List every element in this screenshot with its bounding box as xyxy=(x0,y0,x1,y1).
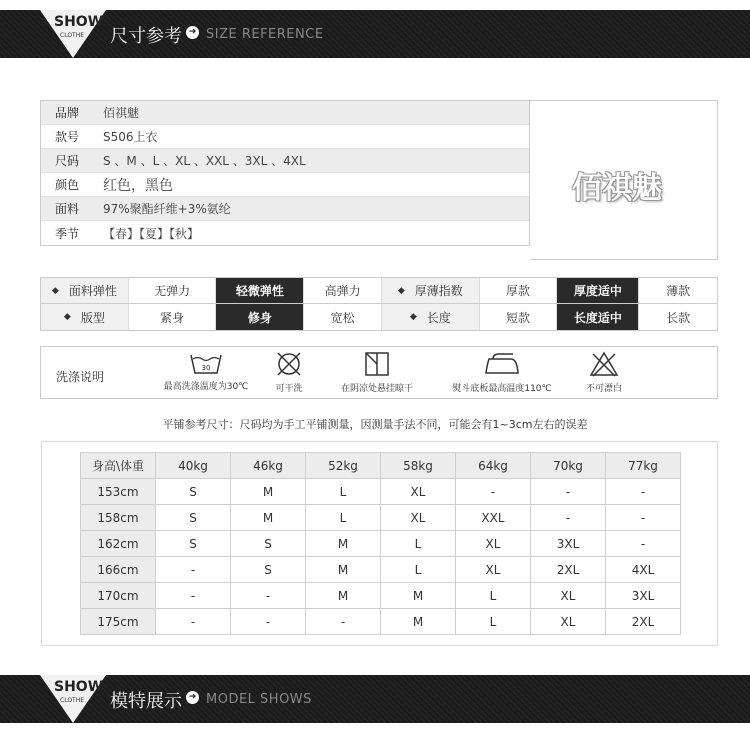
height-cell: 175cm xyxy=(81,609,156,635)
wash-item xyxy=(437,351,567,394)
banner-title-en: MODEL SHOWS xyxy=(206,692,312,707)
size-cell: L xyxy=(456,583,531,609)
size-cell: - xyxy=(606,479,681,505)
wash-item xyxy=(571,351,637,394)
attribute-option-selected: 轻微弹性 xyxy=(216,278,304,303)
info-key: 颜色 xyxy=(55,178,80,192)
attribute-row xyxy=(41,278,717,304)
size-cell: L xyxy=(381,557,456,583)
size-cell: 3XL xyxy=(606,583,681,609)
attribute-option-selected: 长度适中 xyxy=(557,304,639,330)
attribute-option: 紧身 xyxy=(129,304,217,330)
info-value: 佰祺魅 xyxy=(103,106,140,120)
attribute-label: ◆ 版型 xyxy=(41,304,129,330)
svg-text:30: 30 xyxy=(201,364,211,372)
size-cell: M xyxy=(381,609,456,635)
wash-label: 可干洗 xyxy=(275,384,303,394)
size-cell: - xyxy=(531,479,606,505)
info-row-season xyxy=(41,221,529,245)
table-row xyxy=(81,609,681,635)
info-key: 季节 xyxy=(55,226,80,241)
table-row xyxy=(81,557,681,583)
size-cell: - xyxy=(606,505,681,531)
size-cell: - xyxy=(156,557,231,583)
wash-label: 最高洗涤温度为30℃ xyxy=(163,382,249,392)
wash-tub-icon xyxy=(189,351,223,375)
attribute-row xyxy=(41,304,717,330)
header-cell: 52kg xyxy=(306,453,381,479)
info-value: 【春】【夏】【秋】 xyxy=(103,226,200,241)
hang-dry-shade-icon xyxy=(364,351,390,377)
wash-label: 不可漂白 xyxy=(585,384,622,394)
attribute-label: ◆ 厚薄指数 xyxy=(382,278,480,303)
info-key: 尺码 xyxy=(55,154,80,168)
attribute-option: 高弹力 xyxy=(304,278,382,303)
size-cell: S xyxy=(156,505,231,531)
info-value: S 、M 、L 、XL 、XXL 、3XL 、4XL xyxy=(103,154,306,168)
table-row xyxy=(81,479,681,505)
banner-title-en: SIZE REFERENCE xyxy=(206,27,324,42)
height-cell: 170cm xyxy=(81,583,156,609)
header-cell: 身高\体重 xyxy=(81,453,156,479)
size-cell: - xyxy=(531,505,606,531)
size-table-panel xyxy=(41,441,718,646)
attribute-option: 无弹力 xyxy=(129,278,217,303)
size-cell: XL xyxy=(531,583,606,609)
size-cell: L xyxy=(306,505,381,531)
brand-logo-box xyxy=(530,100,718,260)
model-shows-banner xyxy=(0,675,750,723)
size-cell: 2XL xyxy=(606,609,681,635)
info-row-color xyxy=(41,173,529,197)
size-cell: L xyxy=(456,609,531,635)
info-key: 面料 xyxy=(55,202,80,216)
wash-instructions xyxy=(40,346,718,399)
wash-item xyxy=(327,351,427,394)
header-cell: 46kg xyxy=(231,453,306,479)
table-row xyxy=(81,583,681,609)
size-cell: XL xyxy=(456,557,531,583)
wash-item xyxy=(141,351,271,392)
attribute-label: ◆ 长度 xyxy=(382,304,480,330)
wash-title: 洗涤说明 xyxy=(56,370,105,384)
brand-logo: 佰祺魅 xyxy=(572,171,662,206)
height-cell: 158cm xyxy=(81,505,156,531)
info-row-size xyxy=(41,149,529,173)
size-cell: - xyxy=(606,531,681,557)
size-cell: M xyxy=(381,583,456,609)
banner-clothe-text: CLOTHE xyxy=(60,697,85,704)
banner-title-cn: 尺寸参考 xyxy=(110,26,182,47)
size-cell: - xyxy=(306,609,381,635)
size-cell: S xyxy=(231,557,306,583)
attribute-option: 长款 xyxy=(666,310,691,325)
size-cell: - xyxy=(156,583,231,609)
product-info-table xyxy=(40,100,530,246)
size-cell: L xyxy=(381,531,456,557)
size-cell: 4XL xyxy=(606,557,681,583)
size-cell: XL xyxy=(381,479,456,505)
diamond-icon: ◆ xyxy=(51,285,59,296)
arrow-right-icon: ➜ xyxy=(186,26,199,39)
info-value: S506上衣 xyxy=(103,130,158,144)
attribute-option: 短款 xyxy=(480,304,558,330)
diamond-icon: ◆ xyxy=(409,312,417,322)
info-key: 款号 xyxy=(55,130,80,144)
size-cell: XXL xyxy=(456,505,531,531)
height-cell: 153cm xyxy=(81,479,156,505)
attribute-option: 厚款 xyxy=(480,278,558,303)
banner-clothe-text: CLOTHE xyxy=(60,32,85,39)
size-cell: M xyxy=(306,531,381,557)
header-cell: 77kg xyxy=(606,453,681,479)
measurement-note: 平铺参考尺寸：尺码均为手工平铺测量，因测量手法不同，可能会有1~3cm左右的误差 xyxy=(162,418,588,431)
attribute-option-selected: 修身 xyxy=(216,304,304,330)
attribute-option-selected: 厚度适中 xyxy=(557,278,639,303)
header-cell: 58kg xyxy=(381,453,456,479)
wash-item xyxy=(259,351,319,394)
size-cell: - xyxy=(231,609,306,635)
attribute-label: ◆ 面料弹性 xyxy=(41,278,129,303)
info-row-style xyxy=(41,125,529,149)
iron-icon xyxy=(483,351,521,377)
size-cell: S xyxy=(156,479,231,505)
no-bleach-icon xyxy=(589,351,619,377)
size-cell: 2XL xyxy=(531,557,606,583)
header-cell: 64kg xyxy=(456,453,531,479)
header-cell: 40kg xyxy=(156,453,231,479)
size-cell: XL xyxy=(381,505,456,531)
size-table xyxy=(80,452,681,635)
size-cell: M xyxy=(231,505,306,531)
height-cell: 166cm xyxy=(81,557,156,583)
size-cell: XL xyxy=(456,531,531,557)
attribute-grid xyxy=(40,277,718,331)
info-row-brand xyxy=(41,101,529,125)
wash-label: 熨斗底板最高温度110℃ xyxy=(452,384,552,394)
header-cell: 70kg xyxy=(531,453,606,479)
size-cell: - xyxy=(156,609,231,635)
height-cell: 162cm xyxy=(81,531,156,557)
size-cell: M xyxy=(231,479,306,505)
info-value: 红色，黑色 xyxy=(103,177,173,194)
info-key: 品牌 xyxy=(55,106,80,120)
size-cell: S xyxy=(156,531,231,557)
info-value: 97%聚酯纤维+3%氨纶 xyxy=(103,202,231,216)
size-cell: - xyxy=(456,479,531,505)
size-cell: S xyxy=(231,531,306,557)
size-cell: M xyxy=(306,557,381,583)
table-row xyxy=(81,505,681,531)
wash-label: 在阴凉处悬挂晾干 xyxy=(340,384,413,394)
diamond-icon: ◆ xyxy=(397,285,405,296)
info-row-fabric xyxy=(41,197,529,221)
dry-clean-icon xyxy=(274,351,304,377)
size-cell: L xyxy=(306,479,381,505)
size-reference-banner xyxy=(0,10,750,58)
size-cell: - xyxy=(231,583,306,609)
diamond-icon: ◆ xyxy=(63,312,71,322)
table-row xyxy=(81,531,681,557)
attribute-option: 薄款 xyxy=(666,284,691,298)
banner-show-text: SHOW xyxy=(54,679,104,695)
size-cell: M xyxy=(306,583,381,609)
arrow-right-icon: ➜ xyxy=(186,691,199,704)
size-cell: XL xyxy=(531,609,606,635)
banner-title-cn: 模特展示 xyxy=(110,691,182,712)
attribute-option: 宽松 xyxy=(304,304,382,330)
banner-show-text: SHOW xyxy=(54,14,104,30)
size-cell: 3XL xyxy=(531,531,606,557)
size-table-header xyxy=(81,453,681,479)
